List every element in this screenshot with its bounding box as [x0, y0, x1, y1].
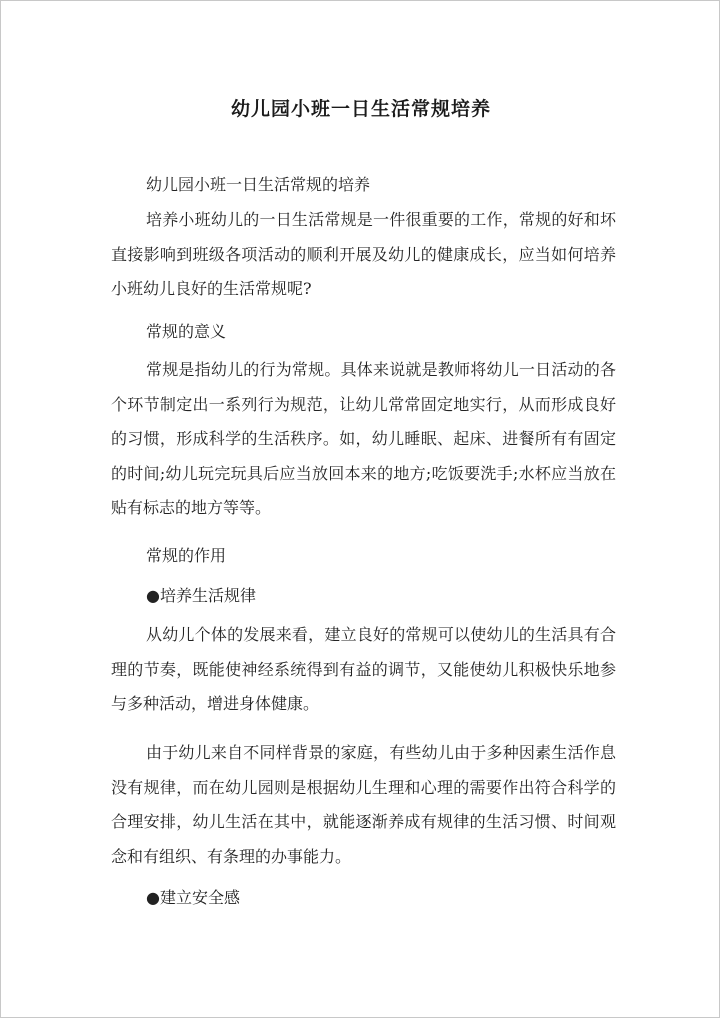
document-title: 幼儿园小班一日生活常规培养 — [230, 98, 491, 120]
role-paragraph-2: 由于幼儿来自不同样背景的家庭，有些幼儿由于多种因素生活作息没有规律，而在幼儿园则是根据幼儿生理和心理的需要作出符合科学的合理安排，幼儿生活在其中，就能逐渐养成有规律的生活习惯、时间观念和有组织、有条理的办事能力。 — [111, 743, 616, 866]
intro-paragraph: 培养小班幼儿的一日生活常规是一件很重要的工作，常规的好和坏直接影响到班级各项活动的顺利开展及幼儿的健康成长，应当如何培养小班幼儿良好的生活常规呢? — [111, 210, 616, 298]
heading-role: 常规的作用 — [146, 546, 227, 565]
meaning-paragraph: 常规是指幼儿的行为常规。具体来说就是教师将幼儿一日活动的各个环节制定出一系列行为规范，让幼儿常常固定地实行，从而形成良好的习惯，形成科学的生活秩序。如，幼儿睡眠、起床、进餐所有有固定的时间;幼儿玩完玩具后应当放回本来的地方;吃饭要洗手;水杯应当放在贴有标志的地方等等。 — [111, 360, 616, 517]
bullet-heading-rhythm: ●培养生活规律 — [146, 586, 256, 605]
role-paragraph-1: 从幼儿个体的发展来看，建立良好的常规可以使幼儿的生活具有合理的节奏，既能使神经系统得到有益的调节，又能使幼儿积极快乐地参与多种活动，增进身体健康。 — [111, 625, 616, 713]
bullet-heading-safety: ●建立安全感 — [146, 888, 240, 907]
subtitle-paragraph: 幼儿园小班一日生活常规的培养 — [146, 175, 371, 194]
heading-meaning: 常规的意义 — [146, 322, 227, 341]
